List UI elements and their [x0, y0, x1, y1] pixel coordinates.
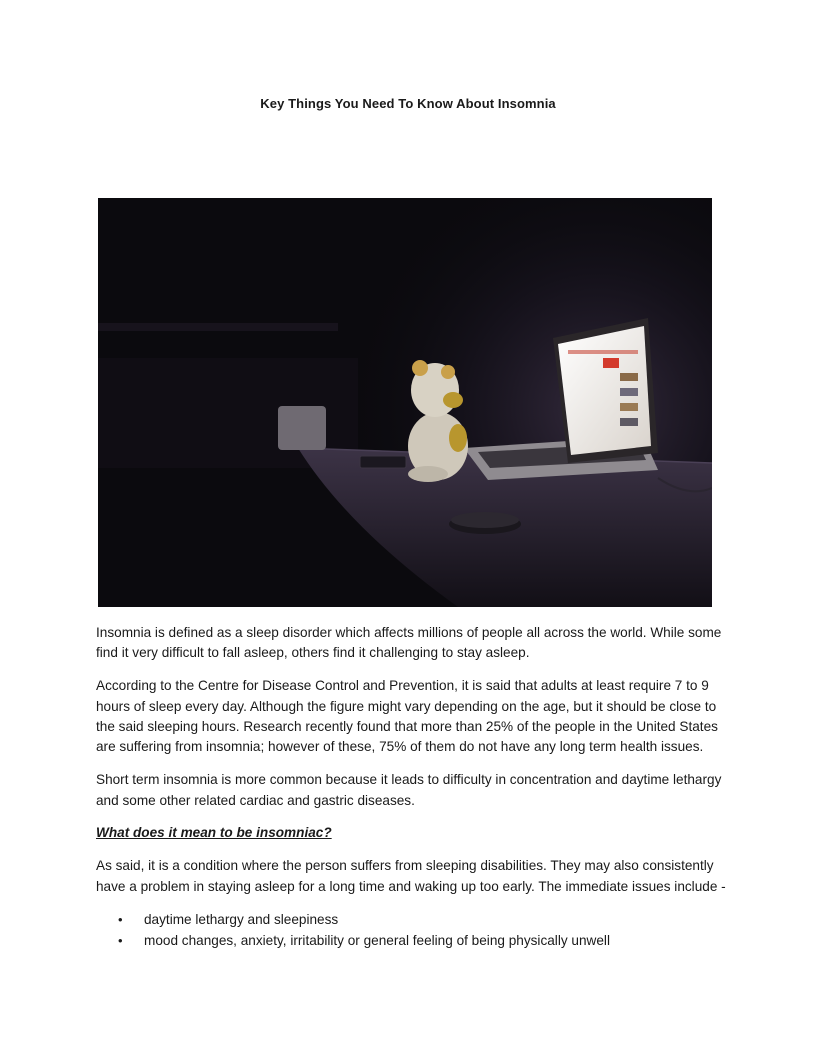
teddy-bear-laptop-night-photo: [98, 198, 712, 607]
bullet-icon: •: [118, 933, 123, 949]
condition-paragraph: As said, it is a condition where the person suffers from sleeping disabilities. They may also consistently have a problem in staying asleep for a long time and waking up too early. The immediate issues include -: [96, 858, 726, 894]
list-item: [96, 909, 726, 930]
document-title: Key Things You Need To Know About Insomnia: [260, 96, 556, 111]
article-body: [96, 623, 726, 951]
bullet-icon: •: [118, 912, 123, 928]
issues-list: [96, 909, 726, 951]
list-item-text: daytime lethargy and sleepiness: [144, 912, 339, 928]
short-term-paragraph: Short term insomnia is more common because it leads to difficulty in concentration and daytime lethargy and some other related cardiac and gastric diseases.: [96, 772, 722, 808]
list-item-text: mood changes, anxiety, irritability or general feeling of being physically unwell: [144, 933, 610, 949]
section-subheading: What does it mean to be insomniac?: [96, 825, 332, 841]
intro-paragraph: Insomnia is defined as a sleep disorder which affects millions of people all across the world. While some find it very difficult to fall asleep, others find it challenging to stay asleep.: [96, 625, 722, 661]
sleep-stats-paragraph: According to the Centre for Disease Control and Prevention, it is said that adults at least require 7 to 9 hours of sleep every day. Although the figure might vary depending on the age, but it should be close to the said sleeping hours. Research recently found that more than 25% of the people in the United States are suffering from insomnia; however of these, 75% of them do not have any long term health issues.: [96, 678, 718, 755]
list-item: [96, 930, 726, 951]
